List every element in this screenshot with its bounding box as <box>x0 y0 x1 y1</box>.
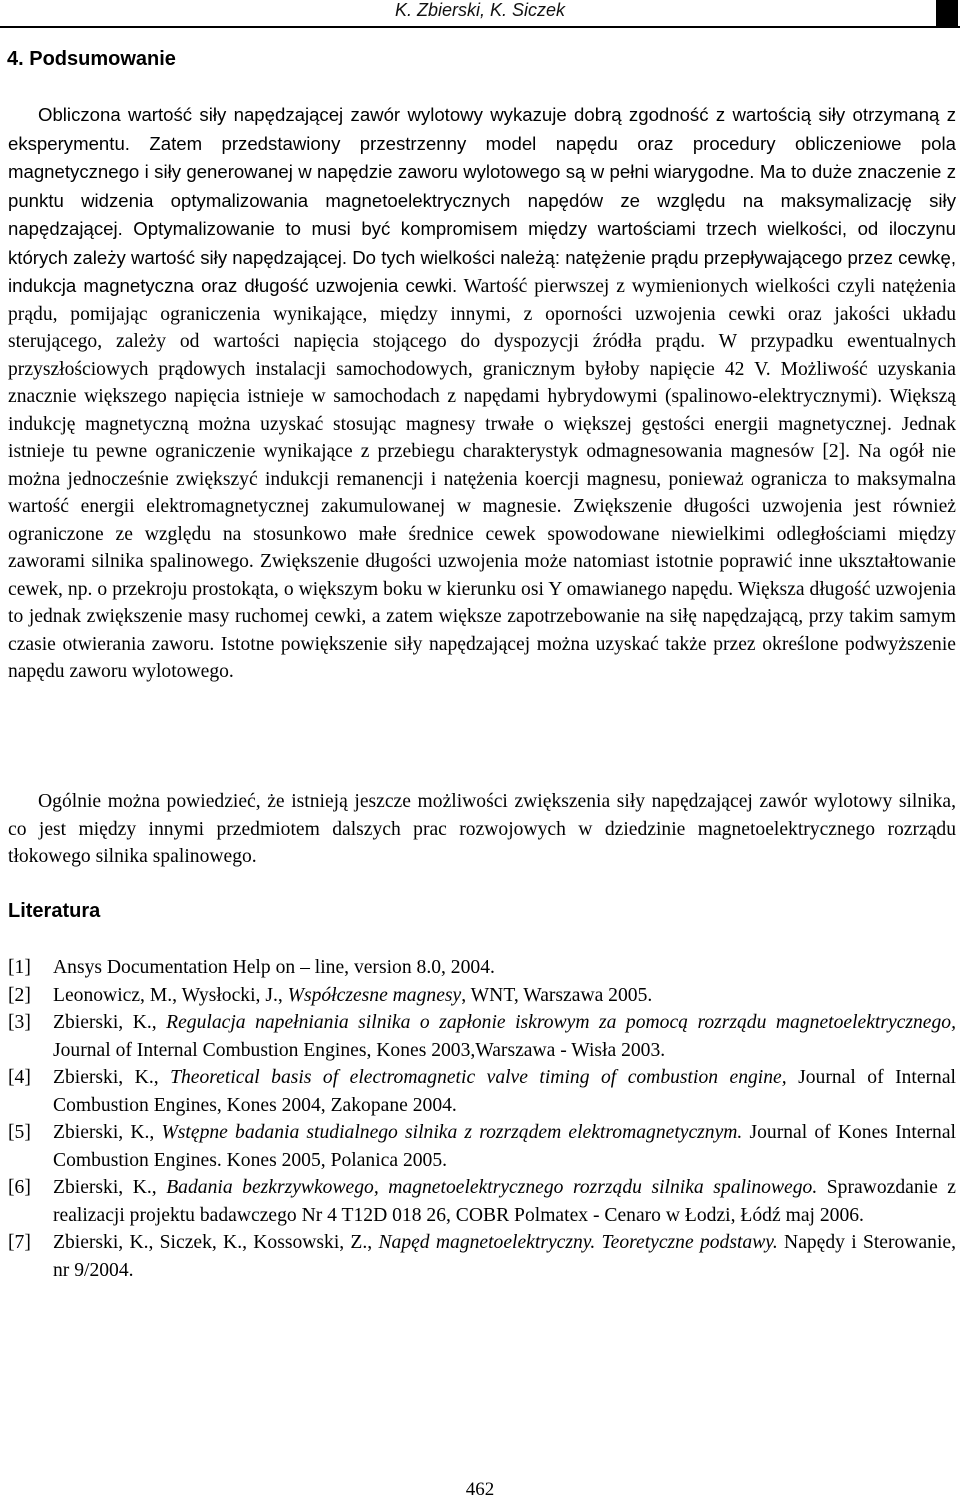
reference-text: Zbierski, K., Regulacja napełniania silnika o zapłonie iskrowym za pomocą rozrządu magnetoelektrycznego, Journal of Internal Combustion Engines, Kones 2003,Warszawa - Wisła 2003. <box>53 1012 956 1061</box>
reference-item <box>8 1119 956 1174</box>
references-title: Literatura <box>8 900 101 922</box>
references-list <box>8 954 956 1284</box>
reference-number: [6] <box>8 1177 31 1198</box>
reference-number: [4] <box>8 1067 31 1088</box>
reference-number: [7] <box>8 1232 31 1253</box>
running-header <box>0 0 960 27</box>
reference-text: Zbierski, K., Badania bezkrzywkowego, magnetoelektrycznego rozrządu silnika spalinowego. Sprawozdanie z realizacji projektu badawczego Nr 4 T12D 018 26, COBR Polmatex - Cenaro w Łodzi, Łódź maj 2006. <box>53 1177 956 1226</box>
header-thumb-mark <box>936 0 958 26</box>
reference-number: [5] <box>8 1122 31 1143</box>
reference-number: [3] <box>8 1012 31 1033</box>
reference-item <box>8 954 956 982</box>
reference-number: [1] <box>8 957 31 978</box>
paragraph-summary-serif-part: Wartość pierwszej z wymienionych wielkości czyli natężenia prądu, pomijając ograniczenia wynikające, między innymi, z oporności uzwojenia cewki oraz jakości układu sterującego, zależy od wartości napięcia stojącego do dyspozycji źródła prądu. W przypadku ewentualnych przyszłościowych prądowych instalacji samochodowych, granicznym byłoby napięcie 42 V. Możliwość uzyskania znacznie większego napięcia istnieje w samochodach z napędami hybrydowymi (spalinowo-elektrycznymi). Większą indukcję magnetyczną można uzyskać stosując magnesy trwałe o większej gęstości energii magnetycznej. Jednak istnieje tu pewne ograniczenie wynikające z przebiegu charakterystyk odmagnesowania magnesów [2]. Na ogół nie można jednocześnie zwiększyć indukcji remanencji i natężenia koercji magnesu, ponieważ ogranicza to maksymalna wartość energii elektromagnetycznej zakumulowanej w magnesie. Zwiększenie długości uzwojenia jest również ograniczone ze względu na stosunkowo małe średnice cewek spowodowane niewielkimi odległościami między zaworami silnika spalinowego. Zwiększenie długości uzwojenia może natomiast istotnie poprawić inne ukształtowanie cewek, np. o przekroju prostokąta, o większym boku w kierunku osi Y omawianego napędu. Większa długość uzwojenia to jednak zwiększenie masy ruchomej cewki, a zatem większe zapotrzebowanie na siłę napędzającą, przy takim samym czasie otwierania zaworu. Istotne powiększenie siły napędzającej można uzyskać także przez określone podwyższenie napędu zaworu wylotowego. <box>8 276 956 682</box>
paragraph-conclusion: Ogólnie można powiedzieć, że istnieją jeszcze możliwości zwiększenia siły napędzającej zawór wylotowy silnika, co jest między innymi przedmiotem dalszych prac rozwojowych w dziedzinie magnetoelektrycznego rozrządu tłokowego silnika spalinowego. <box>8 791 956 867</box>
header-authors: K. Zbierski, K. Siczek <box>395 0 566 20</box>
section-title: 4. Podsumowanie <box>7 48 176 70</box>
reference-text: Ansys Documentation Help on – line, version 8.0, 2004. <box>53 957 495 978</box>
reference-item <box>8 1174 956 1229</box>
reference-item <box>8 1229 956 1284</box>
reference-text: Zbierski, K., Wstępne badania studialnego silnika z rozrządem elektromagnetycznym. Journal of Kones Internal Combustion Engines. Kones 2005, Polanica 2005. <box>53 1122 956 1171</box>
reference-number: [2] <box>8 984 31 1006</box>
reference-text: Zbierski, K., Siczek, K., Kossowski, Z., Napęd magnetoelektryczny. Teoretyczne podstawy. Napędy i Sterowanie, nr 9/2004. <box>53 1232 956 1281</box>
reference-text: Leonowicz, M., Wysłocki, J., Współczesne magnesy, WNT, Warszawa 2005. <box>53 984 653 1006</box>
header-rule <box>0 26 960 28</box>
page-number: 462 <box>465 1479 495 1500</box>
reference-text: Zbierski, K., Theoretical basis of electromagnetic valve timing of combustion engine, Journal of Internal Combustion Engines, Kones 2004, Zakopane 2004. <box>53 1067 956 1116</box>
paragraph-summary-sans-part: Obliczona wartość siły napędzającej zawór wylotowy wykazuje dobrą zgodność z wartością siły otrzymaną z eksperymentu. Zatem przedstawiony przestrzenny model napędu oraz procedury obliczeniowe pola magnetycznego i siły generowanej w napędzie zaworu wylotowego są w pełni wiarygodne. Ma to duże znaczenie z punktu widzenia optymalizowania magnetoelektrycznych napędów ze względu na maksymalizację siły napędzającej. Optymalizowanie to musi być kompromisem między wartościami trzech wielkości, od iloczynu których zależy wartość siły napędzającej. Do tych wielkości należą: natężenie prądu przepływającego przez cewkę, indukcja magnetyczna oraz długość uzwojenia cewki. <box>8 104 956 296</box>
reference-item <box>8 1009 956 1064</box>
reference-item <box>8 1064 956 1119</box>
paragraph-summary <box>8 101 956 686</box>
reference-item <box>8 982 956 1010</box>
